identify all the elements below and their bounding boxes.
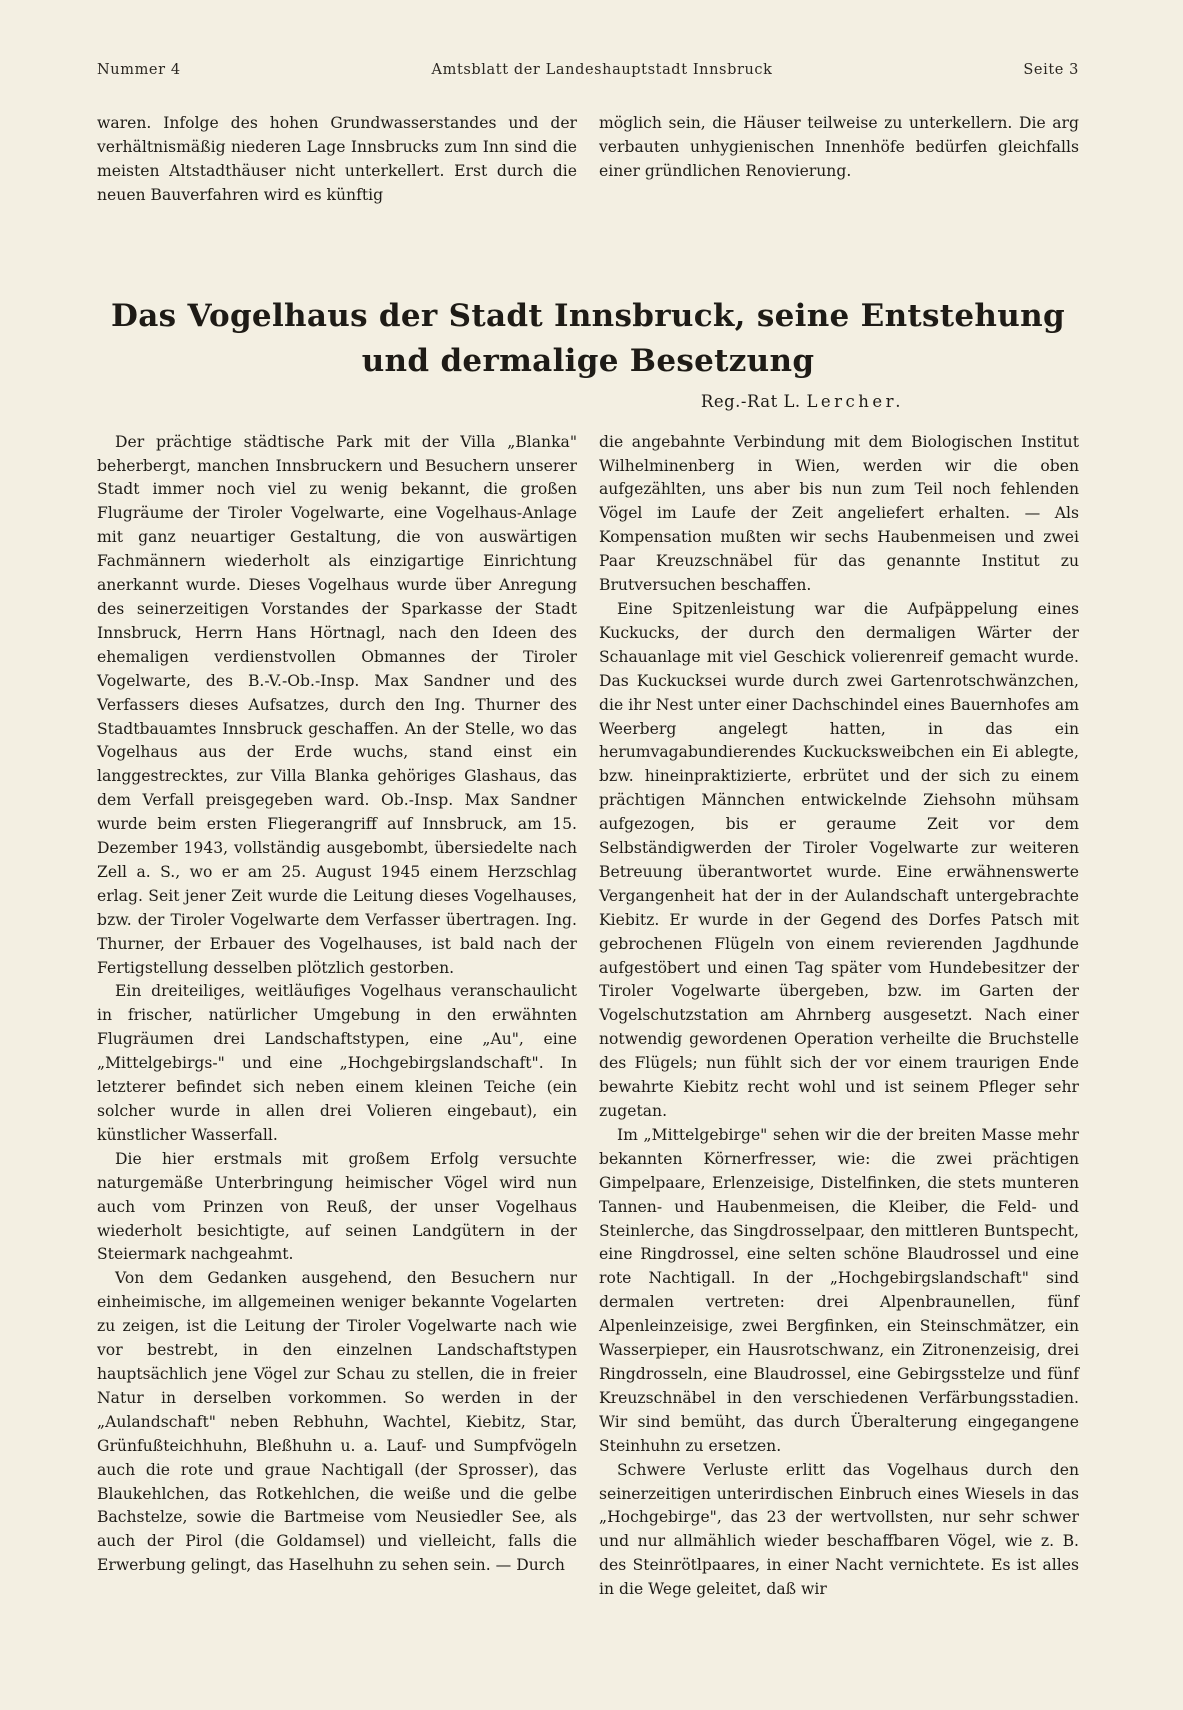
intro-left-column (97, 112, 577, 208)
article-body (97, 431, 1079, 1602)
article-paragraph: Schwere Verluste erlitt das Vogelhaus durch den seinerzeitigen unterirdischen Einbruch eines Wiesels in das „Hochgebirge", das 23 der wertvollsten, nur sehr schwer und nur allmählich wieder beschaffbaren Vögel, wie z. B. des Steinrötlpaares, in einer Nacht vernichtete. Es ist alles in die Wege geleitet, daß wir (599, 1460, 1079, 1599)
publication-title: Amtsblatt der Landeshauptstadt Innsbruck (431, 62, 773, 78)
intro-left-text: waren. Infolge des hohen Grundwasserstandes und der verhältnismäßig niederen Lage Innsbrucks zum Inn sind die meisten Altstadthäuser nicht unterkellert. Erst durch die neuen Bauverfahren wird es künftig (97, 114, 577, 204)
previous-article-continuation (97, 112, 1079, 208)
article-paragraph: Von dem Gedanken ausgehend, den Besuchern nur einheimische, im allgemeinen weniger bekannte Vogelarten zu zeigen, ist die Leitung der Tiroler Vogelwarte nach wie vor bestrebt, in den einzelnen Landschaftstypen hauptsächlich jene Vögel zur Schau zu stellen, die in freier Natur in derselben vorkommen. So werden in der „Aulandschaft" neben Rebhuhn, Wachtel, Kiebitz, Star, Grünfußteichhuhn, Bleßhuhn u. a. Lauf- und Sumpfvögeln auch die rote und graue Nachtigall (der Sprosser), das Blaukehlchen, das Rotkehlchen, die weiße und die gelbe Bachstelze, sowie die Bartmeise vom Neusiedler See, als auch der Pirol (die Goldamsel) und vielleicht, falls die Erwerbung gelingt, das Haselhuhn zu sehen sein. — Durch (97, 1269, 577, 1575)
issue-number: Nummer 4 (97, 62, 181, 78)
article-byline (97, 392, 904, 411)
page-number: Seite 3 (1023, 62, 1079, 78)
article-paragraph: Die hier erstmals mit großem Erfolg versuchte naturgemäße Unterbringung heimischer Vögel wird nun auch vom Prinzen von Reuß, der unser Vogelhaus wiederholt besichtigte, auf seinen Landgütern in der Steiermark nachgeahmt. (97, 1149, 577, 1264)
article-left-column (97, 431, 577, 1602)
article-paragraph: die angebahnte Verbindung mit dem Biologischen Institut Wilhelminenberg in Wien, werden wir die oben aufgezählten, uns aber bis nun zum Teil noch fehlenden Vögel im Laufe der Zeit angeliefert erhalten. — Als Kompensation mußten wir sechs Haubenmeisen und zwei Paar Kreuzschnäbel für das genannte Institut zu Brutversuchen beschaffen. (599, 432, 1079, 595)
page-header (97, 62, 1079, 78)
intro-right-column (599, 112, 1079, 208)
article-right-column (599, 431, 1079, 1602)
article-paragraph: Eine Spitzenleistung war die Aufpäppelung eines Kuckucks, der durch den dermaligen Wärter der Schauanlage mit viel Geschick volierenreif gemacht wurde. Das Kuckucksei wurde durch zwei Gartenrotschwänzchen, die ihr Nest unter einer Dachschindel eines Bauernhofes am Weerberg angelegt hatten, in das ein herumvagabundierendes Kuckucksweibchen ein Ei ablegte, bzw. hineinpraktizierte, erbrütet und der sich zu einem prächtigen Männchen entwickelnde Ziehsohn mühsam aufgezogen, bis er geraume Zeit vor dem Selbständigwerden der Tiroler Vogelwarte zur weiteren Betreuung überantwortet wurde. Eine erwähnenswerte Vergangenheit hat der in der Aulandschaft untergebrachte Kiebitz. Er wurde in der Gegend des Dorfes Patsch mit gebrochenen Flügeln von einem revierenden Jagdhunde aufgestöbert und einen Tag später vom Hundebesitzer der Tiroler Vogelwarte übergeben, bzw. im Garten der Vogelschutzstation am Ahrnberg ausgesetzt. Nach einer notwendig gewordenen Operation verheilte die Bruchstelle des Flügels; nun fühlt sich der vor einem traurigen Ende bewahrte Kiebitz recht wohl und ist seinem Pfleger sehr zugetan. (599, 599, 1079, 1120)
author-name: Lercher. (806, 391, 904, 411)
article-title (97, 294, 1079, 384)
article-title-line-1: Das Vogelhaus der Stadt Innsbruck, seine Entstehung (111, 297, 1065, 334)
article-paragraph: Im „Mittelgebirge" sehen wir die der breiten Masse mehr bekannten Körnerfresser, wie: die zwei prächtigen Gimpelpaare, Erlenzeisige, Distelfinken, die stets munteren Tannen- und Haubenmeisen, die Kleiber, die Feld- und Steinlerche, das Singdrosselpaar, den mittleren Buntspecht, eine Ringdrossel, eine selten schöne Blaudrossel und eine rote Nachtigall. In der „Hochgebirgslandschaft" sind dermalen vertreten: drei Alpenbraunellen, fünf Alpenleinzeisige, zwei Bergfinken, ein Steinschmätzer, ein Wasserpieper, ein Hausrotschwanz, ein Zitronenzeisig, drei Ringdrosseln, eine Blaudrossel, eine Gebirgsstelze und fünf Kreuzschnäbel in den verschiedenen Verfärbungsstadien. Wir sind bemüht, das durch Überalterung eingegangene Steinhuhn zu ersetzen. (599, 1125, 1079, 1455)
intro-right-text: möglich sein, die Häuser teilweise zu unterkellern. Die arg verbauten unhygienischen Innenhöfe bedürfen gleichfalls einer gründlichen Renovierung. (599, 114, 1079, 180)
article-paragraph: Der prächtige städtische Park mit der Villa „Blanka" beherbergt, manchen Innsbruckern und Besuchern unserer Stadt immer noch viel zu wenig bekannt, die großen Flugräume der Tiroler Vogelwarte, eine Vogelhaus-Anlage mit ganz neuartiger Gestaltung, die von auswärtigen Fachmännern wiederholt als einzigartige Einrichtung anerkannt wurde. Dieses Vogelhaus wurde über Anregung des seinerzeitigen Vorstandes der Sparkasse der Stadt Innsbruck, Herrn Hans Hörtnagl, nach den Ideen des ehemaligen verdienstvollen Obmannes der Tiroler Vogelwarte, des B.-V.-Ob.-Insp. Max Sandner und des Verfassers dieses Aufsatzes, durch den Ing. Thurner des Stadtbauamtes Innsbruck geschaffen. An der Stelle, wo das Vogelhaus aus der Erde wuchs, stand einst ein langgestrecktes, zur Villa Blanka gehöriges Glashaus, das dem Verfall preisgegeben ward. Ob.-Insp. Max Sandner wurde beim ersten Fliegerangriff auf Innsbruck, am 15. Dezember 1943, vollständig ausgebombt, übersiedelte nach Zell a. S., wo er am 25. August 1945 einem Herzschlag erlag. Seit jener Zeit wurde die Leitung dieses Vogelhauses, bzw. der Tiroler Vogelwarte dem Verfasser übertragen. Ing. Thurner, der Erbauer des Vogelhauses, ist bald nach der Fertigstellung desselben plötzlich gestorben. (97, 432, 577, 977)
article-paragraph: Ein dreiteiliges, weitläufiges Vogelhaus veranschaulicht in frischer, natürlicher Umgebung in den erwähnten Flugräumen drei Landschaftstypen, eine „Au", eine „Mittelgebirgs-" und eine „Hochgebirgslandschaft". In letzterer befindet sich neben einem kleinen Teiche (ein solcher wurde in allen drei Volieren eingebaut), ein künstlicher Wasserfall. (97, 982, 577, 1144)
author-prefix: Reg.-Rat L. (700, 391, 801, 411)
article-title-line-2: und dermalige Besetzung (361, 342, 815, 379)
